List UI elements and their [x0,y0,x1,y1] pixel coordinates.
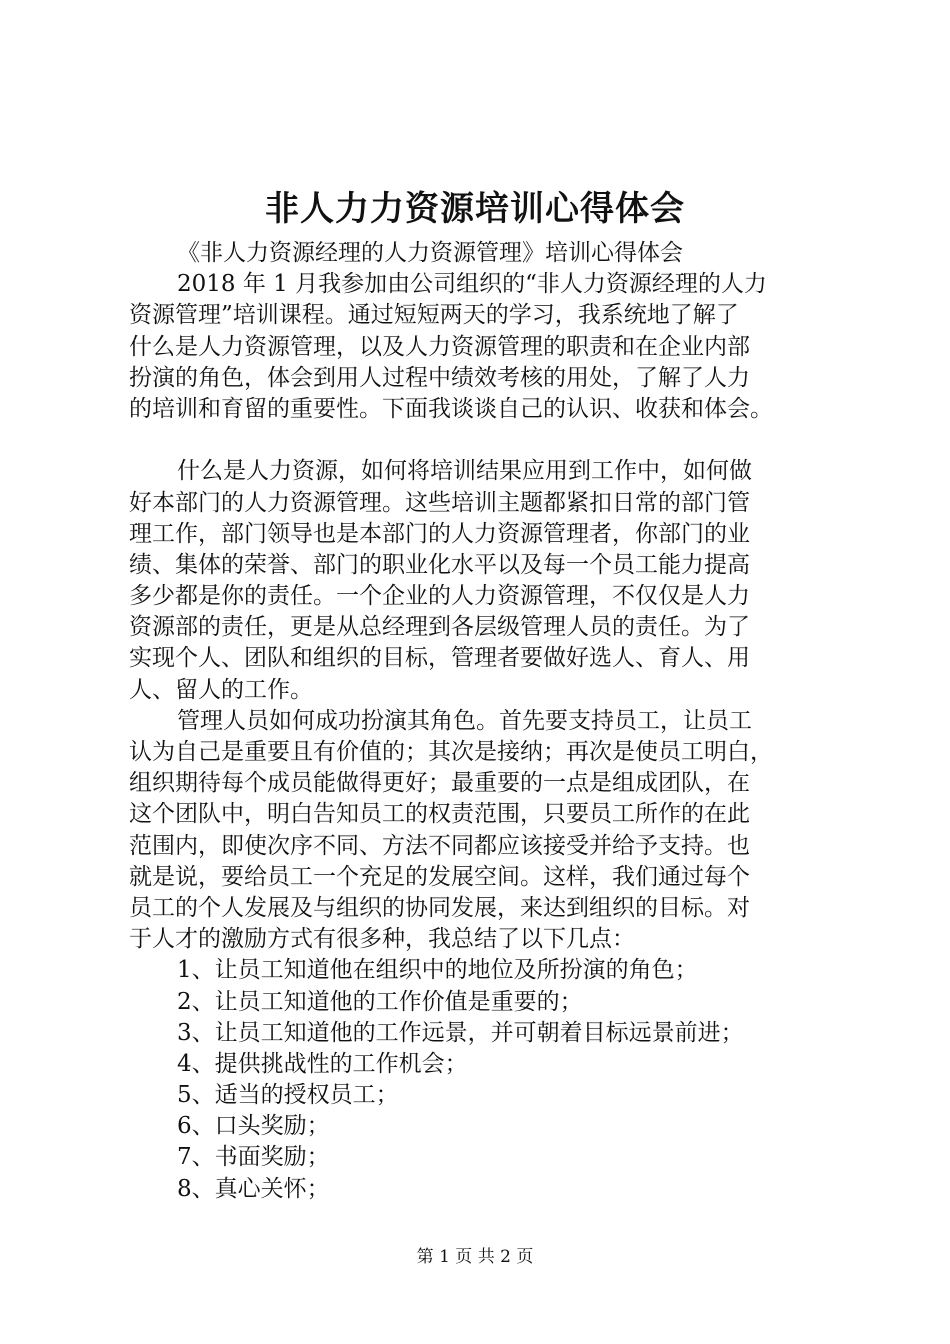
list-item: 2、让员工知道他的工作价值是重要的； [177,988,583,1015]
paragraph-line: 于人才的激励方式有很多种，我总结了以下几点： [129,926,635,953]
paragraph-line: 好本部门的人力资源管理。这些培训主题都紧扣日常的部门管 [129,489,750,516]
document-body [129,238,841,1205]
list-item: 6、口头奖励； [177,1113,330,1140]
page-number: 第 1 页 共 2 页 [416,1247,534,1267]
paragraph-manager-role [129,706,841,956]
paragraph-line: 这个团队中，明白告知员工的权责范围，只要员工所作的在此 [129,801,750,828]
paragraph-line: 管理人员如何成功扮演其角色。首先要支持员工，让员工 [177,707,752,734]
incentive-list [129,955,841,1205]
paragraph-line: 组织期待每个成员能做得更好；最重要的一点是组成团队，在 [129,770,750,797]
document-subtitle: 《非人力资源经理的人力资源管理》培训心得体会 [177,240,683,266]
paragraph-line: 资源部的责任，更是从总经理到各层级管理人员的责任。为了 [129,614,750,641]
document-title: 非人力力资源培训心得体会 [265,189,685,229]
paragraph-what-is-hr [129,456,841,706]
list-item: 4、提供挑战性的工作机会； [177,1050,468,1077]
paragraph-line: 理工作，部门领导也是本部门的人力资源管理者，你部门的业 [129,520,750,547]
paragraph-line: 多少都是你的责任。一个企业的人力资源管理，不仅仅是人力 [129,583,750,610]
paragraph-line: 就是说，要给员工一个充足的发展空间。这样，我们通过每个 [129,863,750,890]
paragraph-intro [129,269,841,425]
paragraph-line: 资源管理”培训课程。通过短短两天的学习，我系统地了解了 [129,302,739,329]
paragraph-line: 2018 年 1 月我参加由公司组织的“非人力资源经理的人力 [177,271,767,298]
list-item: 7、书面奖励； [177,1144,330,1171]
paragraph-line: 员工的个人发展及与组织的协同发展，来达到组织的目标。对 [129,894,750,921]
paragraph-line: 范围内，即使次序不同、方法不同都应该接受并给予支持。也 [129,832,750,859]
list-item: 1、让员工知道他在组织中的地位及所扮演的角色； [177,957,698,984]
paragraph-line: 人、留人的工作。 [129,676,313,703]
paragraph-line: 扮演的角色，体会到用人过程中绩效考核的用处，了解了人力 [129,364,750,391]
paragraph-line: 实现个人、团队和组织的目标，管理者要做好选人、育人、用 [129,645,750,672]
list-item: 3、让员工知道他的工作远景，并可朝着目标远景前进； [177,1019,744,1046]
paragraph-line: 什么是人力资源，如何将培训结果应用到工作中，如何做 [177,458,752,485]
paragraph-line: 绩、集体的荣誉、部门的职业化水平以及每一个员工能力提高 [129,551,750,578]
list-item: 8、真心关怀； [177,1175,330,1202]
paragraph-line: 认为自己是重要且有价值的；其次是接纳；再次是使员工明白， [129,739,773,765]
list-item: 5、适当的授权员工； [177,1082,399,1109]
paragraph-spacer [129,425,841,456]
paragraph-line: 什么是人力资源管理，以及人力资源管理的职责和在企业内部 [129,333,750,360]
paragraph-line: 的培训和育留的重要性。下面我谈谈自己的认识、收获和体会。 [129,395,773,422]
